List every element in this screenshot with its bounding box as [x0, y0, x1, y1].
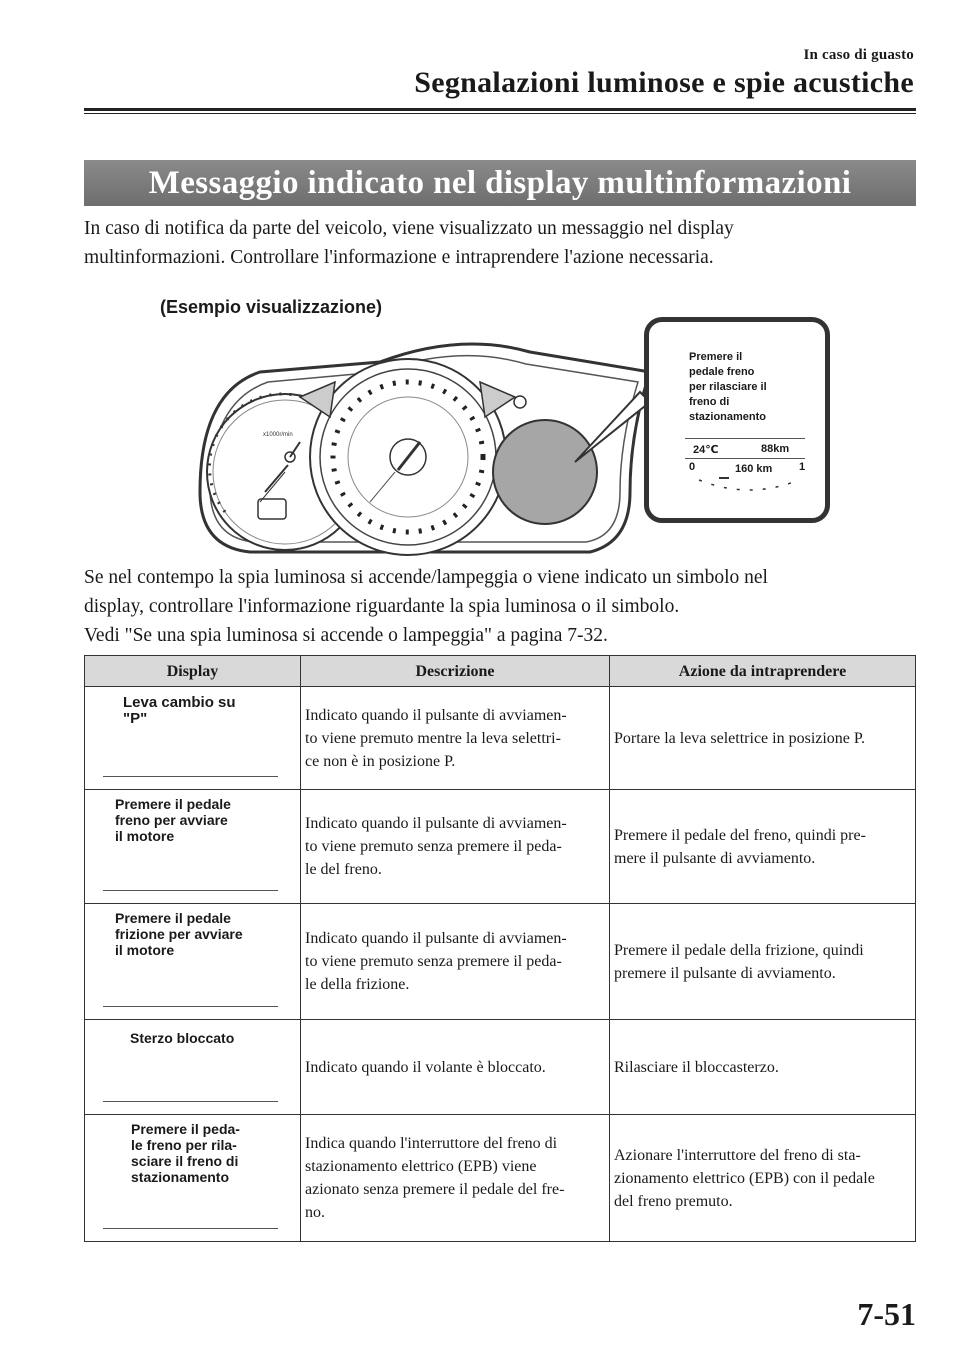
- display-underline: [103, 1101, 278, 1102]
- description-line: to viene premuto senza premere il peda-: [305, 953, 562, 970]
- display-message-line: stazionamento: [131, 1169, 230, 1185]
- display-message: [123, 695, 236, 727]
- display-message-line: il motore: [115, 942, 175, 958]
- display-cell: [85, 687, 301, 790]
- description-line: Indica quando l'interruttore del freno di: [305, 1135, 558, 1152]
- action-line: Premere il pedale della frizione, quindi: [614, 941, 864, 959]
- action-cell: [610, 1115, 916, 1242]
- table-row: [85, 1115, 916, 1242]
- turn-indicator-right-icon: [480, 382, 515, 417]
- description-line: no.: [305, 1204, 325, 1221]
- display-message-line: le freno per rila-: [131, 1137, 237, 1153]
- body-line: display, controllare l'informazione riguardante la spia luminosa o il simbolo.: [84, 596, 680, 617]
- table-header-row: [85, 656, 916, 687]
- action-line: Azionare l'interruttore del freno di sta-: [614, 1146, 861, 1164]
- callout-pointer: [575, 392, 650, 462]
- description-line: Indicato quando il pulsante di avviamen-: [305, 930, 567, 947]
- body-paragraph: [84, 563, 924, 650]
- fuel-scale-max: 1: [799, 461, 806, 473]
- message-table: [84, 655, 916, 1242]
- description-line: azionato senza premere il pedale del fre-: [305, 1181, 565, 1198]
- action-line: del freno premuto.: [614, 1192, 733, 1210]
- description-line: to viene premuto senza premere il peda-: [305, 838, 562, 855]
- page-header-title: Segnalazioni luminose e spie acustiche: [414, 66, 914, 99]
- action-cell: [610, 790, 916, 904]
- callout-message-line: per rilasciare il: [689, 381, 767, 393]
- callout-message: [689, 350, 829, 425]
- display-cell: [85, 790, 301, 904]
- header-rule-thin: [84, 113, 916, 114]
- display-message: [131, 1121, 240, 1185]
- display-message-line: frizione per avviare: [115, 926, 243, 942]
- callout-message-line: pedale freno: [689, 366, 755, 378]
- column-header-display: Display: [85, 656, 301, 687]
- description-line: le della frizione.: [305, 976, 410, 993]
- description-cell: [301, 1115, 610, 1242]
- action-line: Portare la leva selettrice in posizione P.: [614, 729, 866, 747]
- action-cell: [610, 1020, 916, 1115]
- display-message: [115, 796, 231, 844]
- action-line: premere il pulsante di avviamento.: [614, 964, 836, 982]
- display-underline: [103, 776, 278, 777]
- display-underline: [103, 1228, 278, 1229]
- intro-line: In caso di notifica da parte del veicolo, viene visualizzato un messaggio nel display: [84, 218, 734, 239]
- figure-caption: (Esempio visualizzazione): [160, 297, 383, 317]
- display-message-line: Leva cambio su: [123, 694, 236, 711]
- callout-message-line: freno di: [689, 396, 730, 408]
- display-message-line: Premere il pedale: [115, 910, 231, 926]
- section-title: Messaggio indicato nel display multinformazioni: [84, 160, 916, 206]
- display-message: [115, 910, 243, 958]
- action-cell: [610, 687, 916, 790]
- display-message-line: Premere il pedale: [115, 796, 231, 812]
- description-line: stazionamento elettrico (EPB) viene: [305, 1158, 537, 1175]
- fuel-scale-min: 0: [689, 461, 696, 473]
- description-cell: [301, 790, 610, 904]
- callout-divider: [685, 438, 805, 439]
- description-line: Indicato quando il volante è bloccato.: [305, 1058, 546, 1076]
- action-line: mere il pulsante di avviamento.: [614, 849, 816, 867]
- display-message: [130, 1030, 234, 1046]
- display-message-line: il motore: [115, 828, 175, 844]
- display-message-line: sciare il freno di: [131, 1153, 239, 1169]
- speedometer-gauge: [310, 359, 506, 555]
- action-line: zionamento elettrico (EPB) con il pedale: [614, 1169, 875, 1187]
- description-line: Indicato quando il pulsante di avviamen-: [305, 706, 567, 724]
- description-cell: [301, 1020, 610, 1115]
- display-message-line: freno per avviare: [115, 812, 228, 828]
- action-line: Premere il pedale del freno, quindi pre-: [614, 826, 866, 844]
- header-rule: [84, 108, 916, 111]
- table-row: [85, 1020, 916, 1115]
- range-readout: 88km: [761, 443, 790, 455]
- description-line: le del freno.: [305, 861, 382, 878]
- callout-message-line: stazionamento: [689, 411, 767, 423]
- table-row: [85, 687, 916, 790]
- display-cell: [85, 1020, 301, 1115]
- fuel-gauge-arc: [689, 472, 809, 502]
- display-message-line: Premere il peda-: [131, 1121, 240, 1137]
- action-line: Rilasciare il bloccasterzo.: [614, 1058, 779, 1076]
- display-cell: [85, 904, 301, 1020]
- table-row: [85, 790, 916, 904]
- callout-divider: [685, 458, 805, 459]
- display-underline: [103, 890, 278, 891]
- column-header-description: Descrizione: [301, 656, 610, 687]
- table-row: [85, 904, 916, 1020]
- multi-information-display: [493, 420, 597, 524]
- display-underline: [103, 1006, 278, 1007]
- column-header-action: Azione da intraprendere: [610, 656, 916, 687]
- action-cell: [610, 904, 916, 1020]
- odometer-readout: 160 km: [735, 463, 773, 475]
- cross-reference: Vedi "Se una spia luminosa si accende o lampeggia" a pagina 7-32.: [84, 625, 608, 646]
- page-number: 7-51: [857, 1296, 916, 1332]
- chapter-label: In caso di guasto: [803, 47, 914, 63]
- warning-light-icon: [514, 396, 526, 408]
- description-cell: [301, 687, 610, 790]
- intro-paragraph: [84, 214, 924, 272]
- description-cell: [301, 904, 610, 1020]
- tach-unit-label: x1000r/min: [263, 432, 293, 438]
- display-message-line: "P": [123, 710, 148, 727]
- description-line: ce non è in posizione P.: [305, 752, 456, 770]
- display-cell: [85, 1115, 301, 1242]
- display-message-line: Sterzo bloccato: [130, 1030, 235, 1046]
- temperature-readout: 24℃: [693, 444, 719, 456]
- description-line: Indicato quando il pulsante di avviamen-: [305, 815, 567, 832]
- description-line: to viene premuto mentre la leva selettri-: [305, 729, 561, 747]
- display-callout: [644, 317, 830, 523]
- callout-message-line: Premere il: [689, 351, 743, 363]
- intro-line: multinformazioni. Controllare l'informazione e intraprendere l'azione necessaria.: [84, 247, 714, 268]
- body-line: Se nel contempo la spia luminosa si accende/lampeggia o viene indicato un simbolo nel: [84, 567, 768, 588]
